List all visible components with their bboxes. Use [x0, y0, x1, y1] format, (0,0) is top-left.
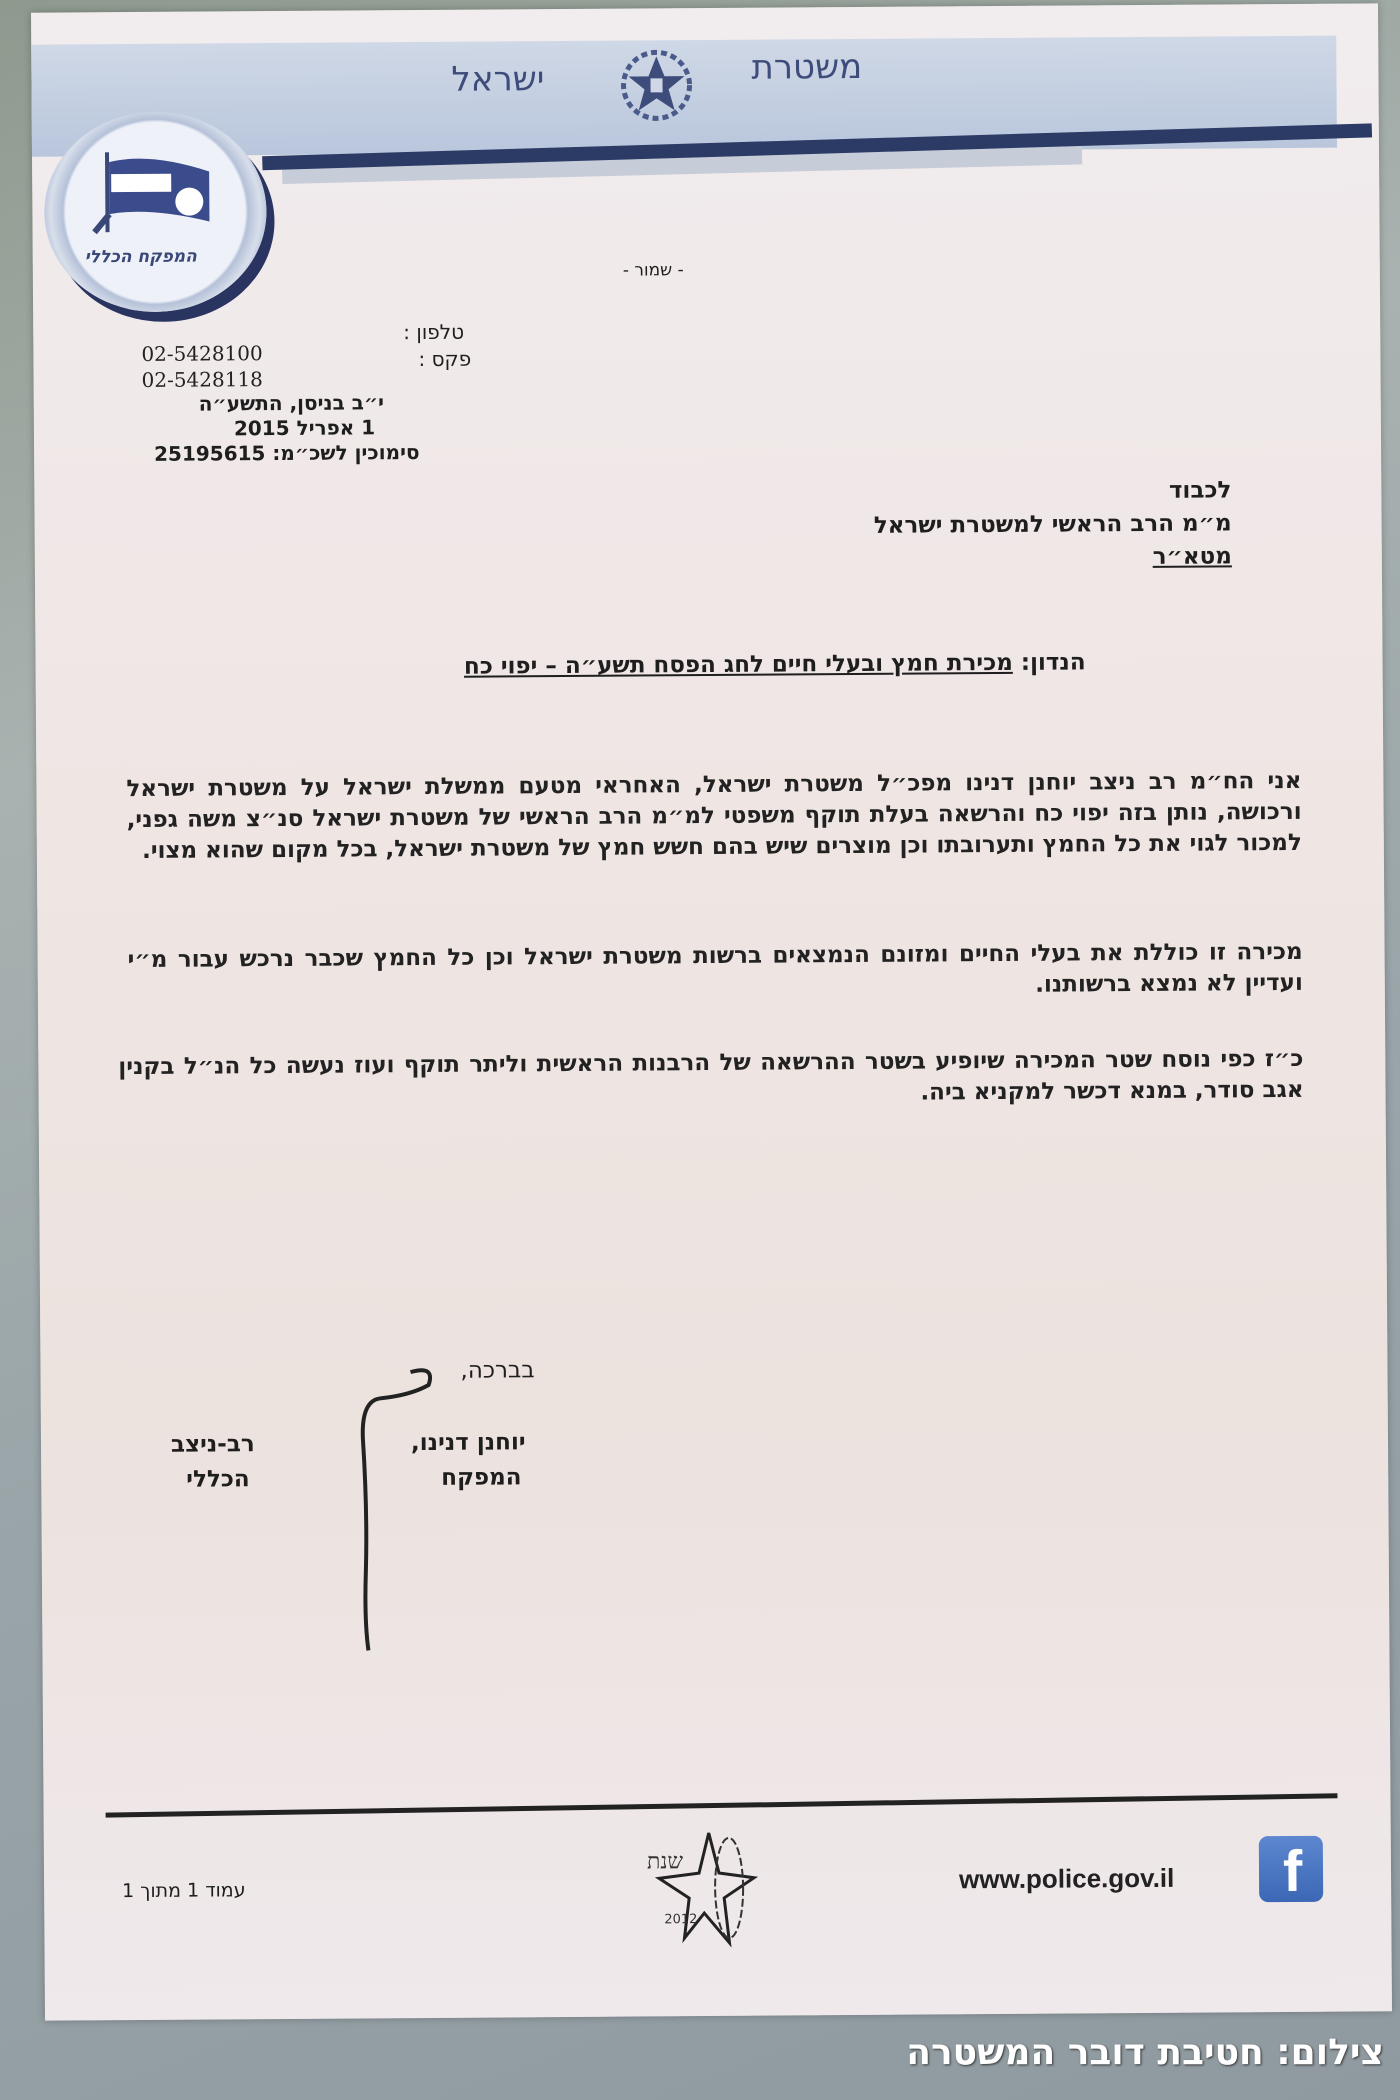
phone-label: טלפון :	[403, 319, 465, 345]
header-org-word2: ישראל	[451, 59, 545, 100]
logo-year: 2012	[664, 1912, 698, 1928]
commissioner-emblem	[44, 111, 267, 313]
hebrew-date: י״ב בניסן, התשע״ה	[198, 390, 385, 416]
page-number: עמוד 1 מתוך 1	[122, 1879, 246, 1903]
emblem-text: המפקח הכללי	[84, 246, 197, 268]
photo-credit-caption: צילום: חטיבת דובר המשטרה	[906, 2032, 1384, 2073]
fax-label: פקס :	[418, 346, 472, 372]
logo-text: שנת	[646, 1849, 684, 1875]
subject-text: מכירת חמץ ובעלי חיים לחג הפסח תשע״ה – יפוי כח	[463, 649, 1013, 680]
signer-rank: רב-ניצב	[170, 1431, 255, 1458]
recipient-block	[873, 474, 1232, 575]
subject-line	[305, 645, 1085, 684]
signer-name: יוחנן דנינו,	[410, 1429, 526, 1457]
facebook-f-glyph: f	[1282, 1838, 1303, 1905]
subject-label: הנדון:	[1020, 649, 1086, 676]
gregorian-date: 1 אפריל 2015	[233, 415, 376, 441]
footer-anniversary-logo	[639, 1828, 760, 1949]
classification-label: - שמור -	[622, 260, 684, 281]
website-link[interactable]: www.police.gov.il	[958, 1862, 1175, 1895]
header-org-word1: משטרת	[751, 46, 863, 88]
fax-number: 02-5428118	[141, 367, 263, 392]
body-paragraph-1: אני הח״מ רב ניצב יוחנן דנינו מפכ״ל משטרת ישראל, האחראי מטעם ממשלת ישראל על משטרת ישראל ורכושה, נותן בזה יפוי כח והרשאה בעלת תוקף משפטי למ״מ הרב הראשי של משטרת ישראל סנ״צ משה גפני, למכור לגוי את כל החמץ ותערובתו וכן מוצרים שיש בהם חשש חמץ של משטרת ישראל, בכל מקום שהוא מצוי.	[126, 767, 1302, 864]
body-paragraph-3: כ״ז כפי נוסח שטר המכירה שיופיע בשטר ההרשאה של הרבנות הראשית וליתר תוקף ועוז נעשה כל הנ״ל בקנין אגב סודר, במנא דכשר למקניא ביה.	[118, 1045, 1304, 1106]
letter-page	[31, 3, 1392, 2020]
handwritten-signature	[310, 1360, 462, 1661]
recipient-line3: מטא״ר	[1152, 543, 1232, 570]
footer-divider	[106, 1793, 1338, 1817]
recipient-line1: לכבוד	[1168, 477, 1232, 504]
police-star-icon	[616, 48, 697, 124]
phone-number: 02-5428100	[141, 341, 263, 366]
greeting: בברכה,	[460, 1357, 535, 1384]
signer-title: המפקח	[441, 1464, 522, 1491]
signer-rank-2: הכללי	[186, 1466, 250, 1493]
facebook-icon[interactable]	[1259, 1836, 1323, 1905]
recipient-line2: מ״מ הרב הראשי למשטרת ישראל	[873, 510, 1232, 539]
reference-number: סימוכין לשכ״מ: 25195615	[154, 440, 420, 466]
body-paragraph-2: מכירה זו כוללת את בעלי החיים ומזונם הנמצאים ברשות משטרת ישראל וכן כל החמץ שכבר נרכש עבור מ״י ועדיין לא נמצא ברשותנו.	[127, 938, 1303, 998]
